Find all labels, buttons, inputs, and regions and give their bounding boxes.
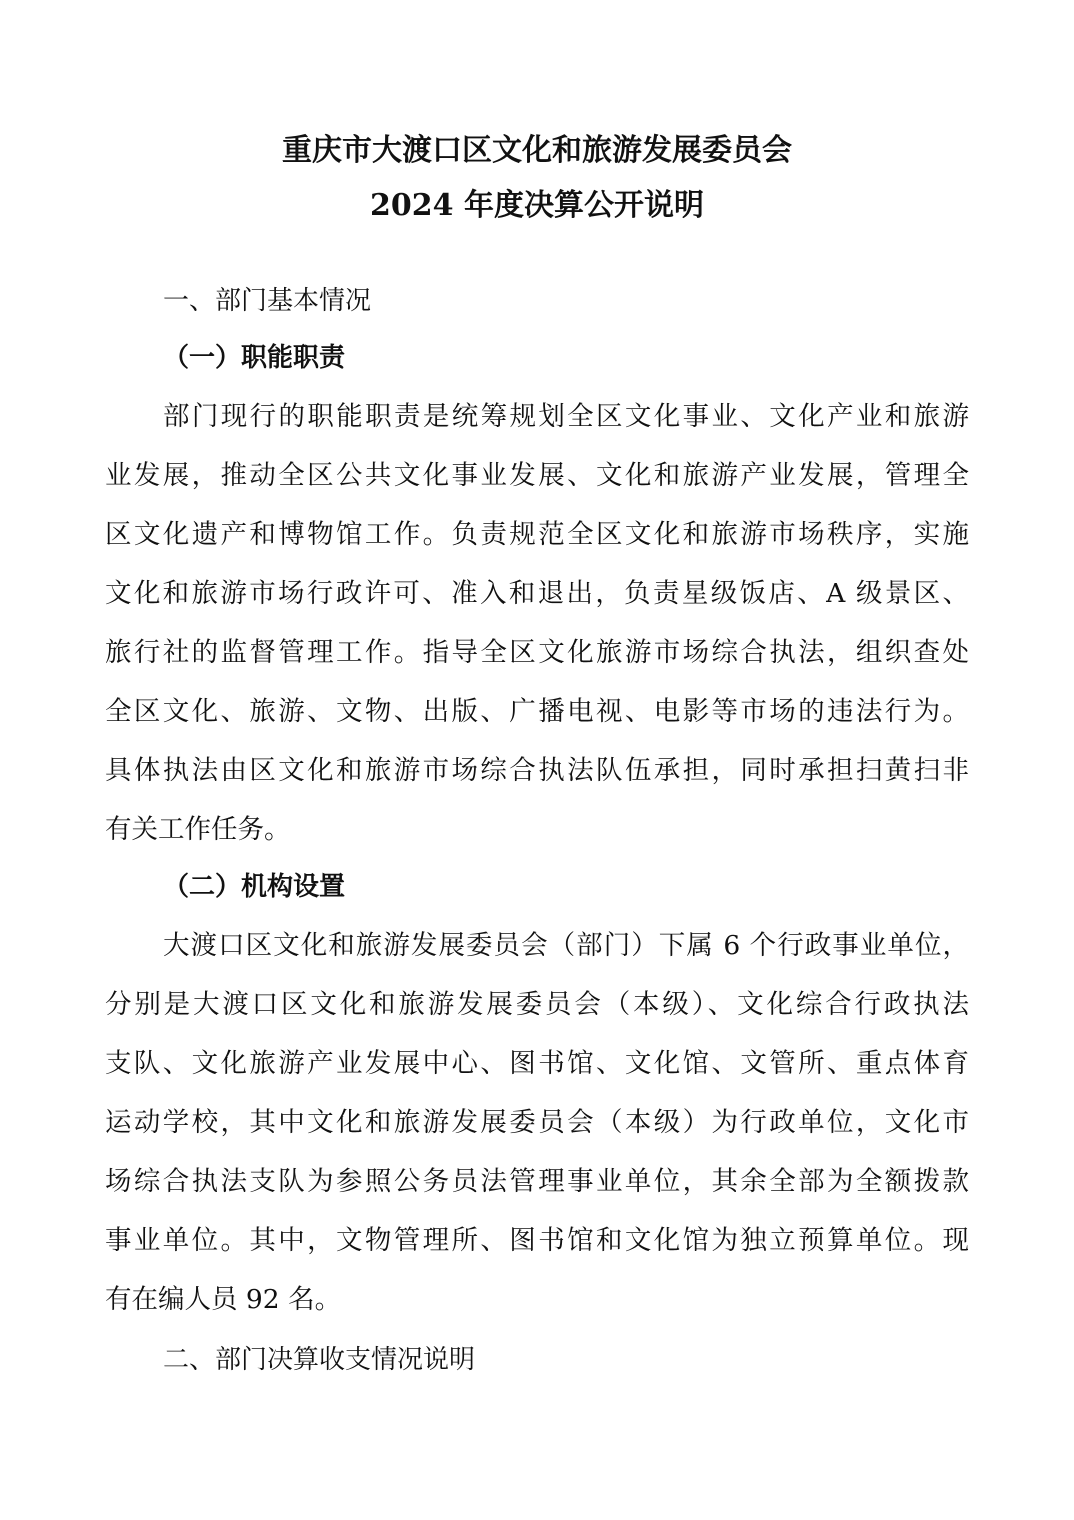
- paragraph-line: 文化和旅游市场行政许可、准入和退出，负责星级饭店、A 级景区、: [105, 578, 969, 609]
- section-2-heading: 二、部门决算收支情况说明: [163, 1345, 476, 1375]
- document-title-line-1: 重庆市大渡口区文化和旅游发展委员会: [282, 133, 792, 168]
- paragraph-line: 事业单位。其中，文物管理所、图书馆和文化馆为独立预算单位。现: [105, 1225, 969, 1256]
- paragraph-line: 部门现行的职能职责是统筹规划全区文化事业、文化产业和旅游: [163, 401, 969, 432]
- paragraph-line: 分别是大渡口区文化和旅游发展委员会（本级）、文化综合行政执法: [105, 989, 969, 1020]
- paragraph-line: 场综合执法支队为参照公务员法管理事业单位，其余全部为全额拨款: [105, 1166, 969, 1197]
- paragraph-line: 旅行社的监督管理工作。指导全区文化旅游市场综合执法，组织查处: [105, 637, 969, 668]
- document-title-line-2: 2024 年度决算公开说明: [370, 188, 704, 223]
- paragraph-line: 具体执法由区文化和旅游市场综合执法队伍承担，同时承担扫黄扫非: [105, 755, 969, 786]
- paragraph-line: 有关工作任务。: [105, 814, 291, 845]
- paragraph-line: 全区文化、旅游、文物、出版、广播电视、电影等市场的违法行为。: [105, 696, 969, 727]
- subsection-2-heading: （二）机构设置: [163, 872, 346, 902]
- paragraph-line: 业发展，推动全区公共文化事业发展、文化和旅游产业发展，管理全: [105, 460, 969, 491]
- subsection-1-heading: （一）职能职责: [163, 343, 346, 373]
- paragraph-line: 支队、文化旅游产业发展中心、图书馆、文化馆、文管所、重点体育: [105, 1048, 969, 1079]
- paragraph-line: 有在编人员 92 名。: [105, 1284, 342, 1315]
- paragraph-line: 大渡口区文化和旅游发展委员会（部门）下属 6 个行政事业单位，: [163, 930, 969, 961]
- section-1-heading: 一、部门基本情况: [163, 286, 372, 316]
- paragraph-line: 区文化遗产和博物馆工作。负责规范全区文化和旅游市场秩序，实施: [105, 519, 969, 550]
- paragraph-line: 运动学校，其中文化和旅游发展委员会（本级）为行政单位，文化市: [105, 1107, 969, 1138]
